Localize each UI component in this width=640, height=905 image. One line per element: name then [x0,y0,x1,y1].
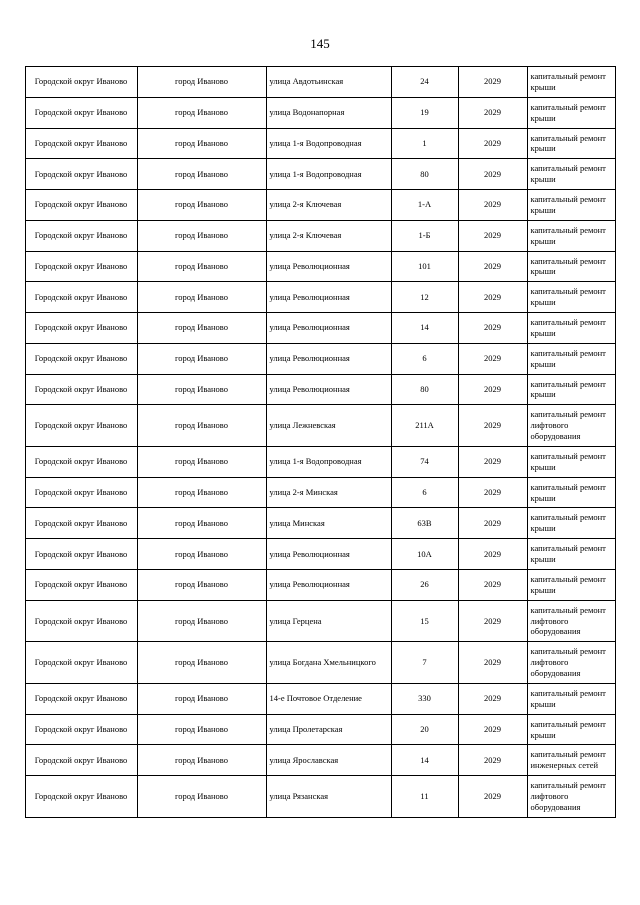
cell-settlement: город Иваново [137,128,266,159]
cell-year: 2029 [458,776,527,818]
cell-house: 15 [391,600,458,642]
cell-street: улица Ярославская [266,745,391,776]
table-row [25,477,615,508]
cell-municipality: Городской округ Иваново [25,642,137,684]
cell-settlement: город Иваново [137,745,266,776]
table-row [25,128,615,159]
cell-municipality: Городской округ Иваново [25,508,137,539]
table-row [25,508,615,539]
cell-house: 80 [391,159,458,190]
cell-work_type: капитальный ремонт крыши [527,374,615,405]
capital-repair-schedule-table [25,66,616,818]
cell-work_type: капитальный ремонт крыши [527,251,615,282]
table-row [25,190,615,221]
cell-work_type: капитальный ремонт крыши [527,446,615,477]
cell-municipality: Городской округ Иваново [25,313,137,344]
cell-street: улица Революционная [266,313,391,344]
cell-street: улица Водонапорная [266,97,391,128]
table-row [25,446,615,477]
cell-street: улица Авдотьинская [266,67,391,98]
cell-house: 14 [391,313,458,344]
cell-work_type: капитальный ремонт крыши [527,683,615,714]
cell-settlement: город Иваново [137,776,266,818]
cell-settlement: город Иваново [137,67,266,98]
cell-year: 2029 [458,343,527,374]
cell-house: 24 [391,67,458,98]
cell-work_type: капитальный ремонт лифтового оборудования [527,642,615,684]
cell-work_type: капитальный ремонт крыши [527,343,615,374]
cell-settlement: город Иваново [137,190,266,221]
cell-settlement: город Иваново [137,569,266,600]
cell-work_type: капитальный ремонт лифтового оборудования [527,405,615,447]
cell-municipality: Городской округ Иваново [25,477,137,508]
cell-street: улица Рязанская [266,776,391,818]
cell-street: улица Богдана Хмельницкого [266,642,391,684]
cell-municipality: Городской округ Иваново [25,405,137,447]
cell-street: улица Революционная [266,539,391,570]
cell-settlement: город Иваново [137,539,266,570]
cell-house: 101 [391,251,458,282]
cell-house: 19 [391,97,458,128]
cell-work_type: капитальный ремонт крыши [527,569,615,600]
cell-work_type: капитальный ремонт лифтового оборудования [527,600,615,642]
cell-municipality: Городской округ Иваново [25,539,137,570]
cell-work_type: капитальный ремонт крыши [527,159,615,190]
cell-work_type: капитальный ремонт крыши [527,97,615,128]
table-row [25,159,615,190]
cell-municipality: Городской округ Иваново [25,745,137,776]
table-row [25,97,615,128]
cell-house: 11 [391,776,458,818]
cell-year: 2029 [458,405,527,447]
cell-work_type: капитальный ремонт крыши [527,67,615,98]
cell-year: 2029 [458,446,527,477]
cell-street: улица Пролетарская [266,714,391,745]
cell-house: 74 [391,446,458,477]
cell-year: 2029 [458,569,527,600]
cell-work_type: капитальный ремонт крыши [527,128,615,159]
cell-year: 2029 [458,67,527,98]
table-row [25,282,615,313]
cell-settlement: город Иваново [137,159,266,190]
cell-work_type: капитальный ремонт крыши [527,477,615,508]
cell-settlement: город Иваново [137,405,266,447]
cell-municipality: Городской округ Иваново [25,282,137,313]
cell-house: 211А [391,405,458,447]
cell-street: улица Лежневская [266,405,391,447]
cell-settlement: город Иваново [137,477,266,508]
cell-year: 2029 [458,251,527,282]
cell-house: 330 [391,683,458,714]
cell-house: 6 [391,477,458,508]
table-row [25,776,615,818]
cell-municipality: Городской округ Иваново [25,220,137,251]
cell-settlement: город Иваново [137,97,266,128]
table-body [25,67,615,818]
table-row [25,600,615,642]
cell-house: 12 [391,282,458,313]
cell-settlement: город Иваново [137,313,266,344]
cell-work_type: капитальный ремонт крыши [527,508,615,539]
cell-year: 2029 [458,159,527,190]
cell-house: 6 [391,343,458,374]
table-row [25,67,615,98]
cell-year: 2029 [458,714,527,745]
cell-work_type: капитальный ремонт крыши [527,313,615,344]
cell-house: 1-Б [391,220,458,251]
page-number: 145 [310,36,330,51]
cell-municipality: Городской округ Иваново [25,683,137,714]
cell-year: 2029 [458,745,527,776]
cell-year: 2029 [458,508,527,539]
table-row [25,220,615,251]
cell-street: улица 2-я Ключевая [266,190,391,221]
cell-municipality: Городской округ Иваново [25,569,137,600]
cell-municipality: Городской округ Иваново [25,251,137,282]
cell-house: 10А [391,539,458,570]
cell-settlement: город Иваново [137,508,266,539]
table-row [25,374,615,405]
cell-street: улица Минская [266,508,391,539]
cell-year: 2029 [458,282,527,313]
cell-settlement: город Иваново [137,282,266,313]
cell-street: улица 1-я Водопроводная [266,159,391,190]
cell-municipality: Городской округ Иваново [25,343,137,374]
cell-street: улица Революционная [266,374,391,405]
cell-street: улица 1-я Водопроводная [266,128,391,159]
table-row [25,343,615,374]
table-row [25,683,615,714]
cell-street: улица Революционная [266,282,391,313]
cell-work_type: капитальный ремонт лифтового оборудования [527,776,615,818]
cell-year: 2029 [458,220,527,251]
cell-municipality: Городской округ Иваново [25,128,137,159]
cell-municipality: Городской округ Иваново [25,714,137,745]
cell-street: улица Революционная [266,569,391,600]
cell-work_type: капитальный ремонт крыши [527,714,615,745]
cell-settlement: город Иваново [137,251,266,282]
table-row [25,745,615,776]
cell-year: 2029 [458,600,527,642]
cell-municipality: Городской округ Иваново [25,374,137,405]
cell-house: 80 [391,374,458,405]
cell-house: 26 [391,569,458,600]
cell-settlement: город Иваново [137,343,266,374]
cell-street: улица Революционная [266,251,391,282]
table-row [25,714,615,745]
cell-year: 2029 [458,374,527,405]
cell-year: 2029 [458,683,527,714]
cell-municipality: Городской округ Иваново [25,190,137,221]
cell-house: 7 [391,642,458,684]
cell-year: 2029 [458,190,527,221]
cell-house: 1 [391,128,458,159]
cell-settlement: город Иваново [137,600,266,642]
cell-settlement: город Иваново [137,220,266,251]
cell-work_type: капитальный ремонт крыши [527,282,615,313]
cell-house: 1-А [391,190,458,221]
cell-house: 20 [391,714,458,745]
table-row [25,539,615,570]
cell-street: улица 1-я Водопроводная [266,446,391,477]
table-row [25,251,615,282]
cell-work_type: капитальный ремонт крыши [527,539,615,570]
cell-settlement: город Иваново [137,683,266,714]
cell-settlement: город Иваново [137,446,266,477]
cell-municipality: Городской округ Иваново [25,159,137,190]
cell-street: улица Герцена [266,600,391,642]
cell-work_type: капитальный ремонт крыши [527,190,615,221]
cell-house: 63В [391,508,458,539]
cell-municipality: Городской округ Иваново [25,67,137,98]
table-row [25,313,615,344]
cell-year: 2029 [458,128,527,159]
cell-street: улица 2-я Ключевая [266,220,391,251]
cell-municipality: Городской округ Иваново [25,600,137,642]
cell-year: 2029 [458,313,527,344]
cell-settlement: город Иваново [137,714,266,745]
table-row [25,405,615,447]
cell-municipality: Городской округ Иваново [25,446,137,477]
cell-house: 14 [391,745,458,776]
cell-municipality: Городской округ Иваново [25,97,137,128]
table-row [25,569,615,600]
cell-street: улица 2-я Минская [266,477,391,508]
cell-street: 14-е Почтовое Отделение [266,683,391,714]
cell-year: 2029 [458,642,527,684]
cell-street: улица Революционная [266,343,391,374]
table-row [25,642,615,684]
cell-settlement: город Иваново [137,374,266,405]
cell-municipality: Городской округ Иваново [25,776,137,818]
cell-year: 2029 [458,477,527,508]
cell-settlement: город Иваново [137,642,266,684]
cell-work_type: капитальный ремонт крыши [527,220,615,251]
cell-year: 2029 [458,97,527,128]
cell-work_type: капитальный ремонт инженерных сетей [527,745,615,776]
cell-year: 2029 [458,539,527,570]
